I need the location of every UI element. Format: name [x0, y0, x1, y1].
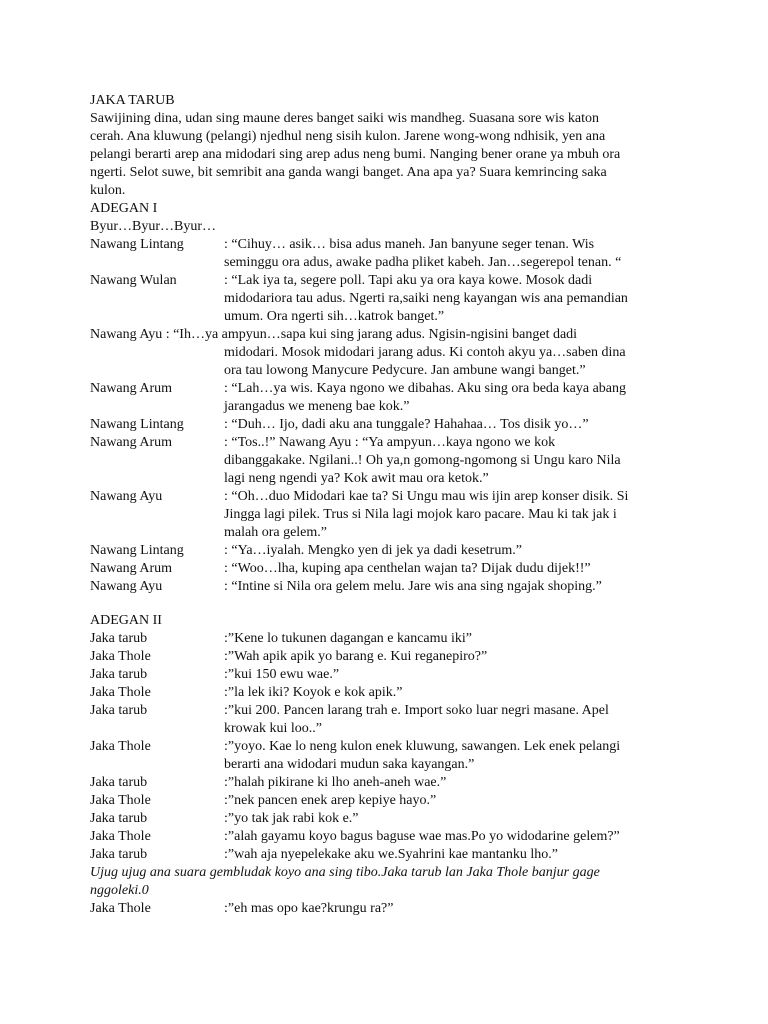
dialogue-text: ora tau lowong Manycure Pedycure. Jan ambune wangi banget.”	[224, 363, 586, 378]
dialogue-text: dibanggakake. Ngilani..! Oh ya,n gomong-ngomong si Ungu karo Nila	[224, 453, 621, 468]
document-body	[90, 92, 690, 918]
dialogue-text: berarti ana widodari mudun saka kayangan.”	[224, 757, 475, 772]
speaker-name: Jaka Thole	[90, 649, 151, 664]
dialogue-text: midodariora tau adus. Ngerti ra,saiki neng kayangan wis ana pemandian	[224, 291, 628, 306]
stage-direction-line: nggoleki.0	[90, 883, 149, 898]
speaker-name: Jaka tarub	[90, 703, 148, 718]
speaker-name: Jaka Thole	[90, 793, 151, 808]
dialogue-text: :”alah gayamu koyo bagus baguse wae mas.Po yo widodarine gelem?”	[224, 829, 620, 844]
speaker-name: Nawang Wulan	[90, 273, 177, 288]
dialogue-text: seminggu ora adus, awake padha pliket kabeh. Jan…segerepol tenan. “	[224, 255, 622, 270]
dialogue-line	[90, 236, 690, 272]
dialogue-text: : “Lah…ya wis. Kaya ngono we dibahas. Aku sing ora beda kaya abang	[224, 381, 626, 396]
dialogue-line	[90, 702, 690, 738]
speaker-name: Jaka Thole	[90, 739, 151, 754]
dialogue-text: :”halah pikirane ki lho aneh-aneh wae.”	[224, 775, 447, 790]
dialogue-line	[90, 416, 690, 434]
dialogue-text: : “Lak iya ta, segere poll. Tapi aku ya ora kaya kowe. Mosok dadi	[224, 273, 593, 288]
dialogue-text: umum. Ora ngerti sih…katrok banget.”	[224, 309, 445, 324]
dialogue-text: lagi neng ngendi ya? Kok awit mau ora ketok.”	[224, 471, 489, 486]
dialogue-text: : “Cihuy… asik… bisa adus maneh. Jan banyune seger tenan. Wis	[224, 237, 595, 252]
dialogue-line	[90, 578, 690, 596]
intro-line: cerah. Ana kluwung (pelangi) njedhul neng sisih kulon. Jarene wong-wong ndhisik, yen ana	[90, 129, 606, 144]
dialogue-text: : “Woo…lha, kuping apa centhelan wajan ta? Dijak dudu dijek!!”	[224, 561, 591, 576]
dialogue-line	[90, 900, 690, 918]
dialogue-text: : “Duh… Ijo, dadi aku ana tunggale? Hahahaa… Tos disik yo…”	[224, 417, 589, 432]
dialogue-line	[90, 630, 690, 648]
speaker-name: Nawang Ayu : “Ih…ya ampyun…sapa kui sing jarang adus. Ngisin-ngisini banget dadi	[90, 327, 578, 342]
dialogue-line	[90, 380, 690, 416]
dialogue-text: :”wah aja nyepelekake aku we.Syahrini kae mantanku lho.”	[224, 847, 558, 862]
dialogue-line	[90, 828, 690, 846]
dialogue-text: malah ora gelem.”	[224, 525, 328, 540]
dialogue-line	[90, 648, 690, 666]
dialogue-line	[90, 846, 690, 864]
dialogue-line	[90, 666, 690, 684]
dialogue-line	[90, 272, 690, 326]
stage-direction-line: Ujug ujug ana suara gembludak koyo ana sing tibo.Jaka tarub lan Jaka Thole banjur gage	[90, 865, 600, 880]
dialogue-text: :”la lek iki? Koyok e kok apik.”	[224, 685, 403, 700]
dialogue-text: :”yoyo. Kae lo neng kulon enek kluwung, sawangen. Lek enek pelangi	[224, 739, 621, 754]
intro-line: Sawijining dina, udan sing maune deres banget saiki wis mandheg. Suasana sore wis katon	[90, 111, 599, 126]
scene-1-heading: ADEGAN I	[90, 201, 158, 216]
speaker-name: Nawang Arum	[90, 435, 173, 450]
dialogue-line	[90, 326, 690, 380]
scene-1-sound: Byur…Byur…Byur…	[90, 219, 216, 234]
intro-line: kulon.	[90, 183, 126, 198]
stage-direction	[90, 864, 690, 900]
dialogue-line	[90, 810, 690, 828]
dialogue-line	[90, 684, 690, 702]
dialogue-line	[90, 434, 690, 488]
speaker-name: Nawang Ayu	[90, 489, 163, 504]
dialogue-text: :”nek pancen enek arep kepiye hayo.”	[224, 793, 437, 808]
document-title: JAKA TARUB	[90, 93, 175, 108]
speaker-name: Nawang Arum	[90, 381, 173, 396]
speaker-name: Jaka tarub	[90, 775, 148, 790]
intro-line: pelangi berarti arep ana midodari sing arep adus neng bumi. Nanging bener orane ya mbuh ora	[90, 147, 621, 162]
speaker-name: Jaka Thole	[90, 901, 151, 916]
intro-paragraph	[90, 110, 690, 200]
dialogue-text: :”yo tak jak rabi kok e.”	[224, 811, 359, 826]
intro-line: ngerti. Selot suwe, bit semribit ana ganda wangi banget. Ana apa ya? Suara kemrincing saka	[90, 165, 607, 180]
dialogue-text: :”eh mas opo kae?krungu ra?”	[224, 901, 394, 916]
dialogue-text: : “Intine si Nila ora gelem melu. Jare wis ana sing ngajak shoping.”	[224, 579, 602, 594]
speaker-name: Jaka tarub	[90, 811, 148, 826]
dialogue-line	[90, 560, 690, 578]
dialogue-text: : “Oh…duo Midodari kae ta? Si Ungu mau wis ijin arep konser disik. Si	[224, 489, 629, 504]
dialogue-text: jarangadus we meneng bae kok.”	[224, 399, 410, 414]
speaker-name: Jaka Thole	[90, 829, 151, 844]
speaker-name: Nawang Lintang	[90, 543, 184, 558]
scene-divider	[90, 596, 690, 612]
dialogue-text: : “Ya…iyalah. Mengko yen di jek ya dadi kesetrum.”	[224, 543, 522, 558]
dialogue-text: :”kui 150 ewu wae.”	[224, 667, 340, 682]
speaker-name: Nawang Arum	[90, 561, 173, 576]
dialogue-line	[90, 774, 690, 792]
dialogue-text: :”Wah apik apik yo barang e. Kui reganepiro?”	[224, 649, 488, 664]
speaker-name: Nawang Lintang	[90, 237, 184, 252]
scene-2-heading: ADEGAN II	[90, 613, 162, 628]
dialogue-text: :”Kene lo tukunen dagangan e kancamu iki”	[224, 631, 473, 646]
speaker-name: Jaka tarub	[90, 631, 148, 646]
speaker-name: Jaka Thole	[90, 685, 151, 700]
speaker-name: Jaka tarub	[90, 847, 148, 862]
dialogue-text: midodari. Mosok midodari jarang adus. Ki contoh akyu ya…saben dina	[224, 345, 626, 360]
speaker-name: Jaka tarub	[90, 667, 148, 682]
dialogue-text: Jingga lagi pilek. Trus si Nila lagi mojok karo pacare. Mau ki tak jak i	[224, 507, 617, 522]
speaker-name: Nawang Lintang	[90, 417, 184, 432]
dialogue-line	[90, 542, 690, 560]
dialogue-line	[90, 738, 690, 774]
dialogue-line	[90, 488, 690, 542]
dialogue-text: :”kui 200. Pancen larang trah e. Import soko luar negri masane. Apel	[224, 703, 609, 718]
dialogue-text: krowak kui loo..”	[224, 721, 322, 736]
dialogue-text: : “Tos..!” Nawang Ayu : “Ya ampyun…kaya ngono we kok	[224, 435, 556, 450]
dialogue-line	[90, 792, 690, 810]
speaker-name: Nawang Ayu	[90, 579, 163, 594]
